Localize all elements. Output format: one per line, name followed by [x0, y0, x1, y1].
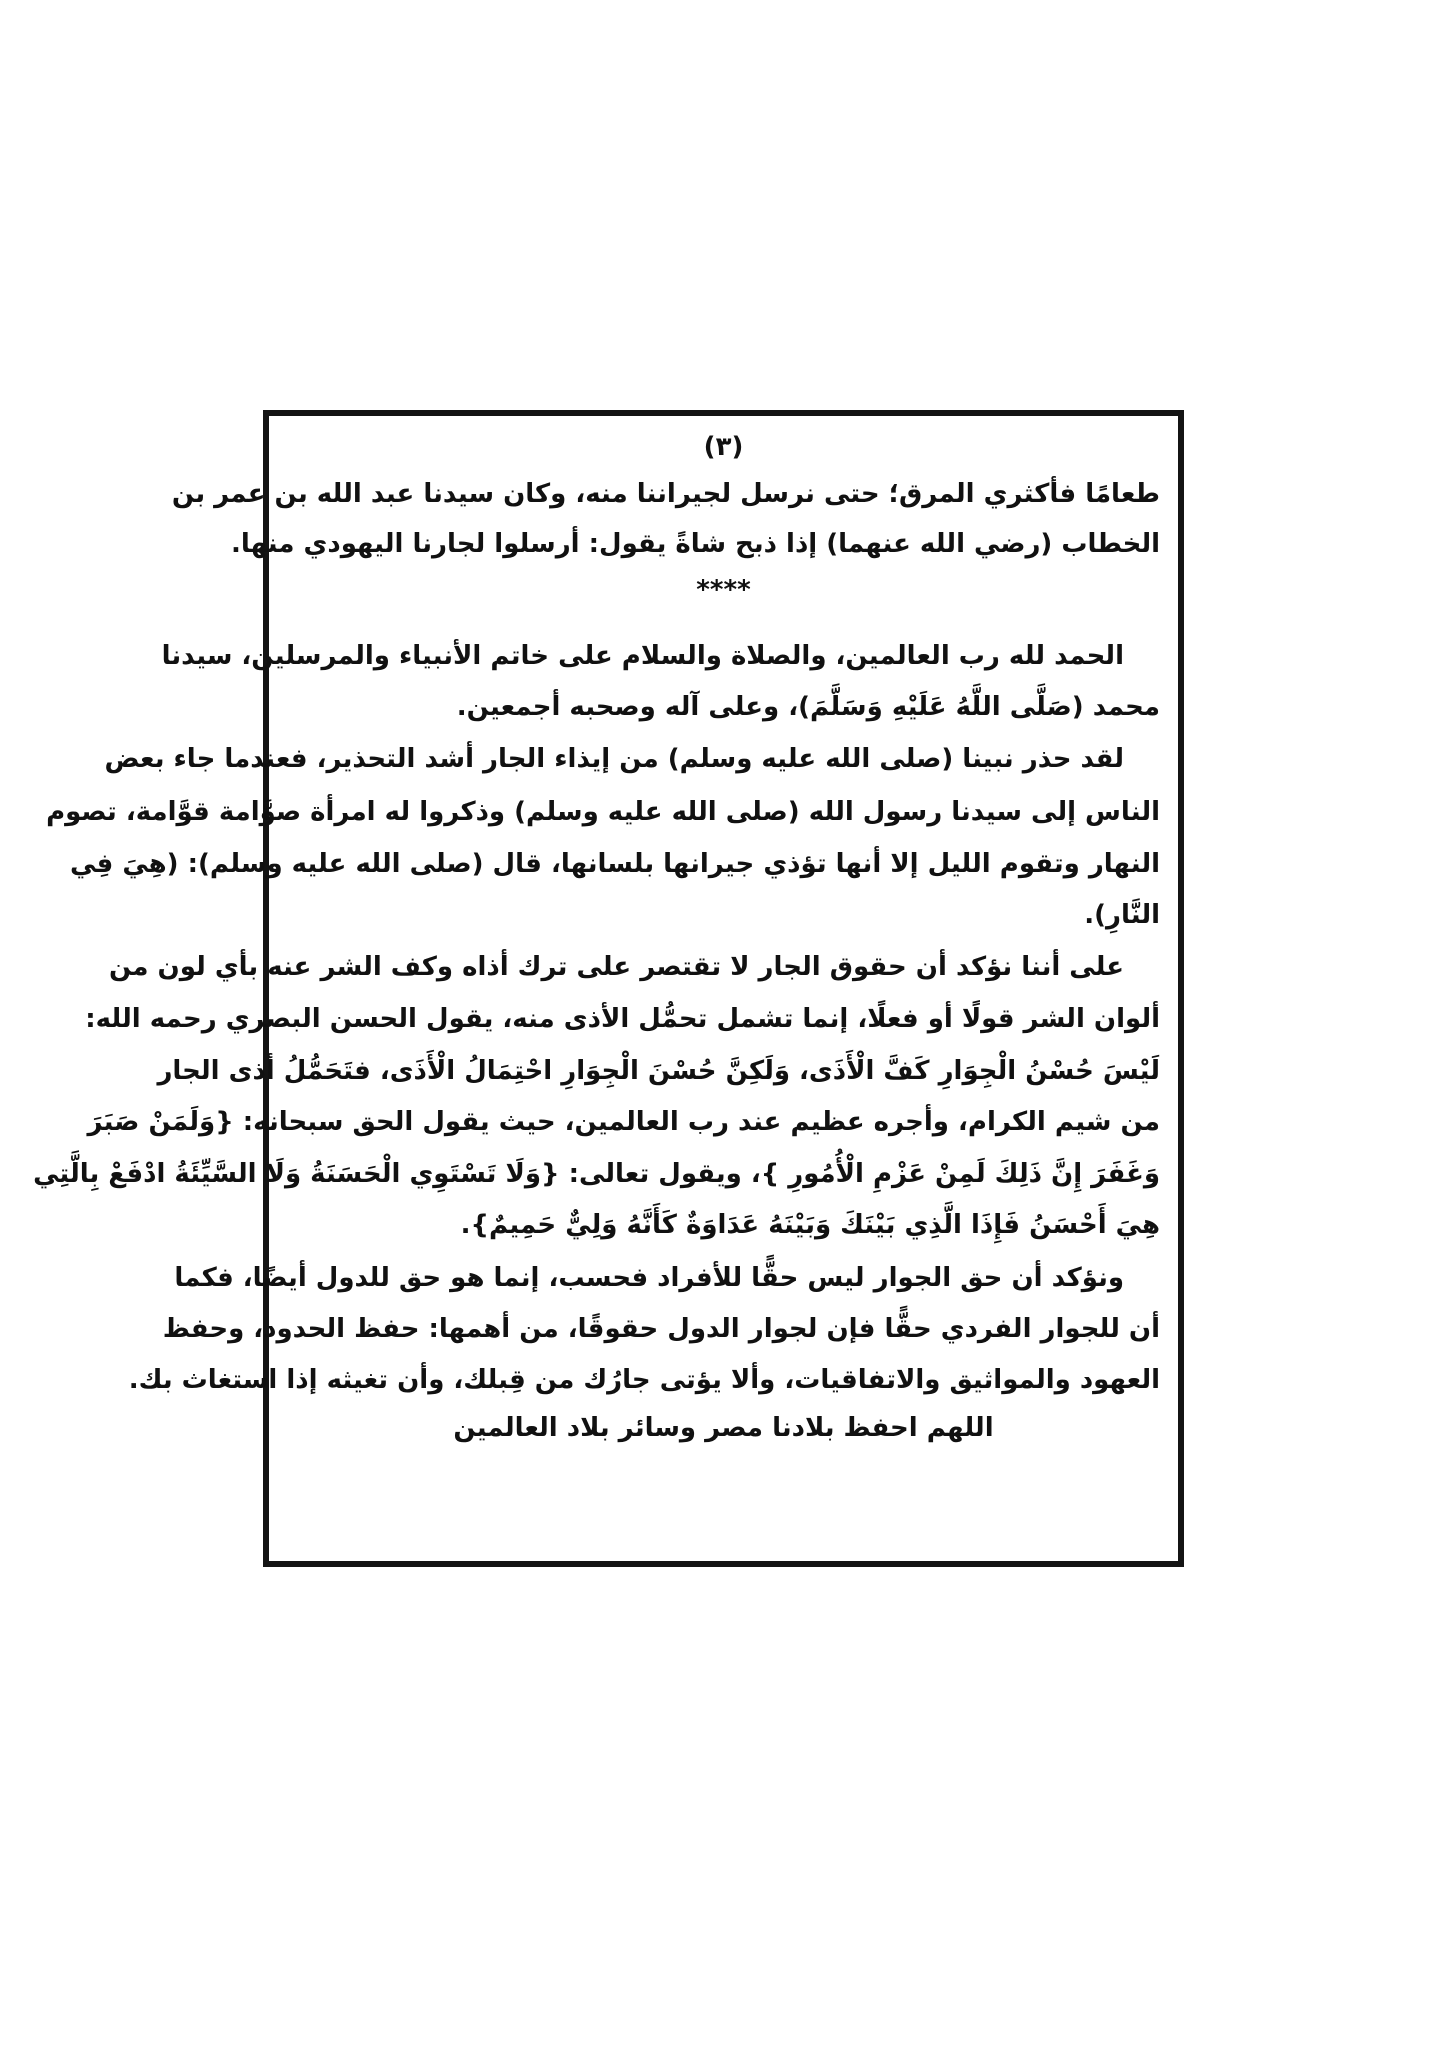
body-line-15: ونؤكد أن حق الجوار ليس حقًّا للأفراد فحسب، إنما هو حق للدول أيضًا، فكما — [174, 1263, 1124, 1293]
body-line-9: على أننا نؤكد أن حقوق الجار لا تقتصر على ترك أذاه وكف الشر عنه بأي لون من — [108, 952, 1124, 982]
body-line-1: طعامًا فأكثري المرق؛ حتى نرسل لجيراننا منه، وكان سيدنا عبد الله بن عمر بن — [171, 479, 1160, 509]
body-line-4: محمد (صَلَّى اللَّهُ عَلَيْهِ وَسَلَّمَ)، وعلى آله وصحبه أجمعين. — [456, 692, 1160, 722]
body-line-6: الناس إلى سيدنا رسول الله (صلى الله عليه وسلم) وذكروا له امرأة صوَّامة قوَّامة، تصوم — [46, 797, 1160, 827]
body-line-16: أن للجوار الفردي حقًّا فإن لجوار الدول حقوقًا، من أهمها: حفظ الحدود، وحفظ — [162, 1314, 1160, 1344]
body-line-5: لقد حذر نبينا (صلى الله عليه وسلم) من إيذاء الجار أشد التحذير، فعندما جاء بعض — [104, 744, 1124, 774]
body-line-2: الخطاب (رضي الله عنهما) إذا ذبح شاةً يقول: أرسلوا لجارنا اليهودي منها. — [230, 529, 1160, 559]
page-number: (٣) — [703, 432, 744, 462]
body-line-3: الحمد لله رب العالمين، والصلاة والسلام على خاتم الأنبياء والمرسلين، سيدنا — [161, 641, 1124, 671]
closing-prayer: اللهم احفظ بلادنا مصر وسائر بلاد العالمين — [453, 1413, 994, 1443]
body-line-12: من شيم الكرام، وأجره عظيم عند رب العالمين، حيث يقول الحق سبحانه: {وَلَمَنْ صَبَرَ — [87, 1107, 1160, 1137]
body-line-13: وَغَفَرَ إِنَّ ذَلِكَ لَمِنْ عَزْمِ الْأُمُورِ }، ويقول تعالى: {وَلَا تَسْتَوِي الْحَسَنَةُ وَلَا السَّيِّئَةُ ادْفَعْ بِالَّتِي — [33, 1159, 1160, 1189]
body-line-7: النهار وتقوم الليل إلا أنها تؤذي جيرانها بلسانها، قال (صلى الله عليه وسلم): (هِيَ فِي — [69, 849, 1160, 879]
body-line-17: العهود والمواثيق والاتفاقيات، وألا يؤتى جارُك من قِبلك، وأن تغيثه إذا استغاث بك. — [128, 1365, 1160, 1395]
body-line-10: ألوان الشر قولًا أو فعلًا، إنما تشمل تحمُّل الأذى منه، يقول الحسن البصري رحمه الله: — [85, 1004, 1160, 1034]
body-line-11: لَيْسَ حُسْنُ الْجِوَارِ كَفَّ الْأَذَى، وَلَكِنَّ حُسْنَ الْجِوَارِ احْتِمَالُ الْأَذَى، فتَحَمُّلُ أذى الجار — [157, 1056, 1160, 1086]
body-line-8: النَّارِ). — [1084, 900, 1160, 930]
body-line-14: هِيَ أَحْسَنُ فَإِذَا الَّذِي بَيْنَكَ وَبَيْنَهُ عَدَاوَةٌ كَأَنَّهُ وَلِيٌّ حَمِيمٌ}. — [460, 1210, 1160, 1240]
section-separator: **** — [696, 575, 751, 605]
